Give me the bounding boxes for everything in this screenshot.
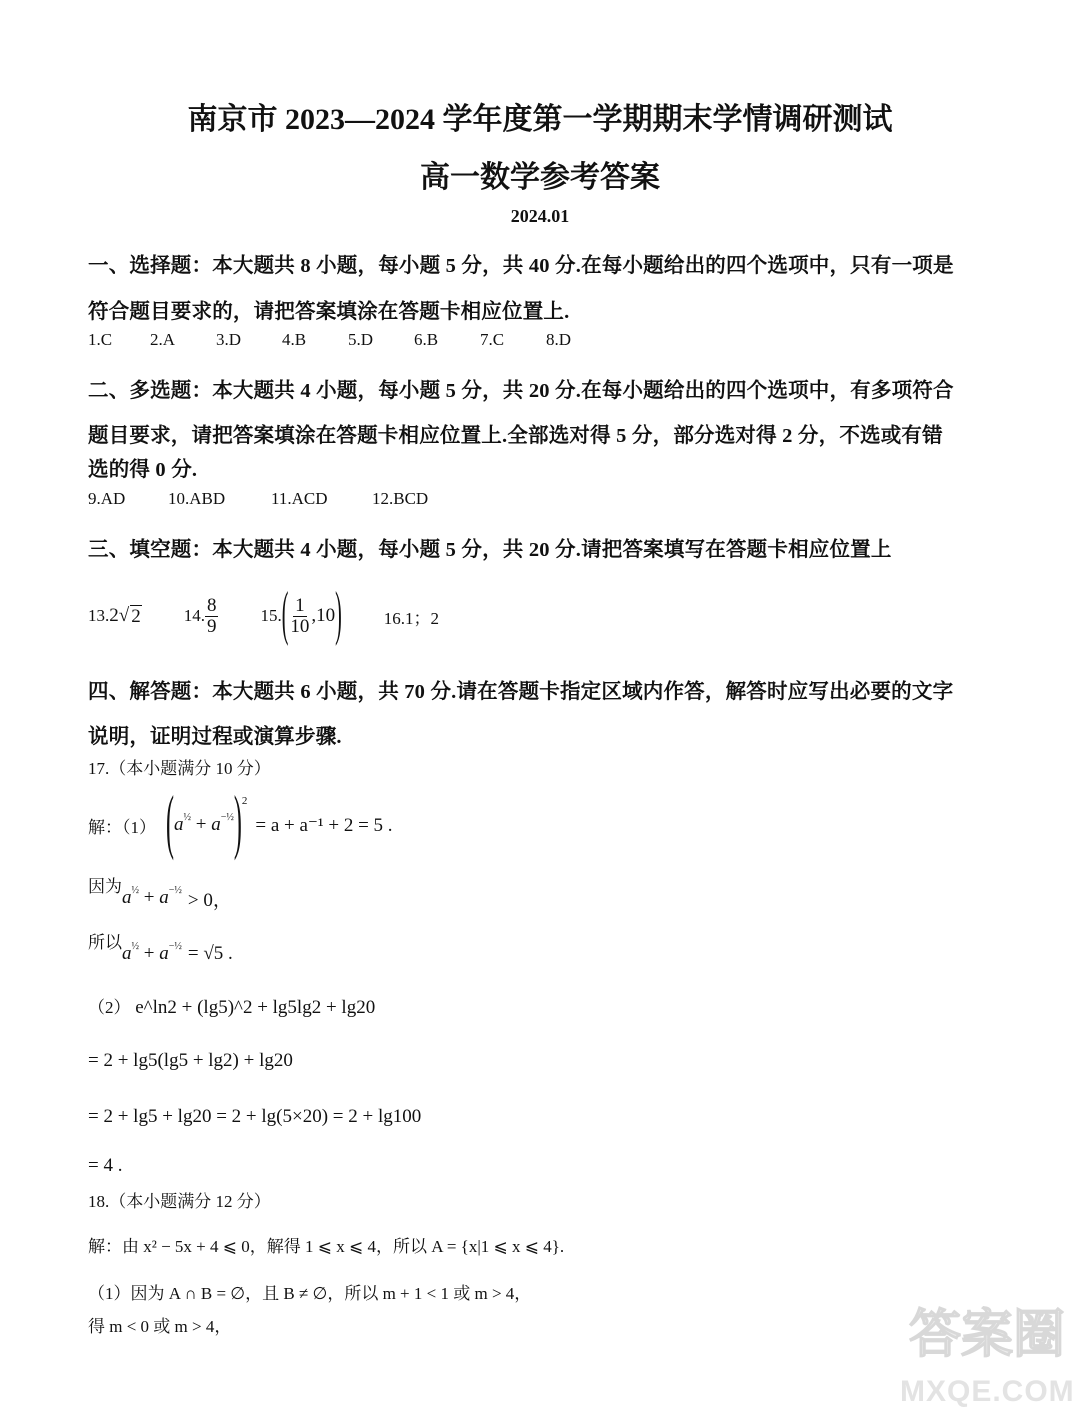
section1-instruction-line2: 符合题目要求的，请把答案填涂在答题卡相应位置上. xyxy=(88,301,570,323)
q18-line1: 解：由 x² − 5x + 4 ⩽ 0，解得 1 ⩽ x ⩽ 4，所以 A = {x|1 ⩽ x ⩽ 4}. xyxy=(88,1237,565,1256)
q17-part1-label: 解：（1） xyxy=(88,817,156,837)
because-expr: $a^{\frac{1}{2}} + a^{-\frac{1}{2}}$ xyxy=(122,885,182,908)
watermark-url: MXQE.COM xyxy=(900,1375,1075,1408)
section3-instruction: 三、填空题：本大题共 4 小题，每小题 5 分，共 20 分.请把答案填写在答题卡相应位置上 xyxy=(88,539,892,561)
q17-part1-lhs: $a^{\frac{1}{2}} + a^{-\frac{1}{2}}$ xyxy=(174,812,234,835)
section2-answers xyxy=(88,489,428,509)
q18-heading: 18.（本小题满分 12 分） xyxy=(88,1192,271,1211)
section2-instruction-line1: 二、多选题：本大题共 4 小题，每小题 5 分，共 20 分.在每小题给出的四个选项中，有多项符合 xyxy=(88,380,954,402)
right-paren: ) xyxy=(233,784,242,863)
answer-14-denominator: 9 xyxy=(206,615,217,637)
answer-14-numerator: 8 xyxy=(206,594,217,616)
answer-4: 4.B xyxy=(282,330,307,349)
watermark-logo-text: 答案圈 xyxy=(909,1305,1066,1365)
square-exponent: 2 xyxy=(241,795,248,807)
left-paren: ( xyxy=(166,784,174,863)
section1-instruction-line1: 一、选择题：本大题共 8 小题，每小题 5 分，共 40 分.在每小题给出的四个选项中，只有一项是 xyxy=(88,255,954,277)
right-paren: ) xyxy=(335,581,342,648)
q17-part2 xyxy=(88,993,375,1019)
section3-answers xyxy=(88,581,440,648)
q18-line3: 得 m < 0 或 m > 4， xyxy=(88,1317,232,1336)
so-label: 所以 xyxy=(88,932,122,952)
page-subtitle: 高一数学参考答案 xyxy=(420,161,660,194)
answer-9: 9.AD xyxy=(88,489,126,508)
answer-12: 12.BCD xyxy=(372,489,429,508)
answer-15-tail: ,10 xyxy=(311,605,336,626)
answer-5: 5.D xyxy=(348,330,374,349)
answer-1: 1.C xyxy=(88,330,113,349)
answer-3: 3.D xyxy=(216,330,242,349)
answer-10: 10.ABD xyxy=(168,489,226,508)
answer-14-fraction xyxy=(205,596,219,637)
q17-part2-label: （2） xyxy=(88,998,131,1017)
section1-answers xyxy=(88,330,571,350)
q17-because-line xyxy=(88,876,232,912)
q17-part1 xyxy=(88,784,393,863)
answer-7: 7.C xyxy=(480,330,505,349)
q17-so-line xyxy=(88,932,233,968)
answer-15-numerator: 1 xyxy=(295,594,305,616)
section2-instruction-line3: 选的得 0 分. xyxy=(88,459,198,481)
answer-6: 6.B xyxy=(414,330,439,349)
answer-15-fraction xyxy=(288,596,311,637)
answer-14-label: 14. xyxy=(183,606,205,625)
q17-part2-expr: e^ln2 + (lg5)^2 + lg5lg2 + lg20 xyxy=(135,997,376,1018)
answer-13-label: 13. xyxy=(88,606,110,625)
page-title: 南京市 2023—2024 学年度第一学期期末学情调研测试 xyxy=(187,103,893,136)
q17-part1-rhs: = a + a⁻¹ + 2 = 5 . xyxy=(255,814,393,836)
section2-instruction-line2: 题目要求，请把答案填涂在答题卡相应位置上.全部选对得 5 分，部分选对得 2 分，不选或有错 xyxy=(88,425,943,447)
answer-8: 8.D xyxy=(546,330,572,349)
left-paren: ( xyxy=(281,581,289,648)
answer-15-denominator: 10 xyxy=(290,615,310,637)
watermark-logo-icon xyxy=(905,1290,1080,1380)
because-label: 因为 xyxy=(88,876,122,896)
q17-heading: 17.（本小题满分 10 分） xyxy=(88,759,271,778)
because-rhs: > 0， xyxy=(187,889,232,911)
sqrt-sign-icon: √ xyxy=(118,605,130,626)
so-expr: $a^{\frac{1}{2}} + a^{-\frac{1}{2}}$ xyxy=(122,941,182,964)
q17-step2: = 2 + lg5 + lg20 = 2 + lg(5×20) = 2 + lg100 xyxy=(88,1106,422,1127)
answer-13-radicand: 2 xyxy=(131,605,141,627)
q18-line2: （1）因为 A ∩ B = ∅，且 B ≠ ∅，所以 m + 1 < 1 或 m > 4， xyxy=(88,1284,532,1303)
section4-instruction-line2: 说明，证明过程或演算步骤. xyxy=(88,726,342,748)
answer-11: 11.ACD xyxy=(271,489,328,508)
answer-16: 16.1；2 xyxy=(383,608,440,628)
answer-15-label: 15. xyxy=(260,606,282,625)
answer-2: 2.A xyxy=(150,330,176,349)
section4-instruction-line1: 四、解答题：本大题共 6 小题，共 70 分.请在答题卡指定区域内作答，解答时应写出必要的文字 xyxy=(88,681,954,703)
q17-step1: = 2 + lg5(lg5 + lg2) + lg20 xyxy=(88,1050,293,1071)
so-rhs: = √5 . xyxy=(187,943,233,964)
q17-step3: = 4 . xyxy=(88,1155,123,1176)
document-date: 2024.01 xyxy=(510,206,570,226)
answer-13-coef: 2 xyxy=(109,605,119,626)
